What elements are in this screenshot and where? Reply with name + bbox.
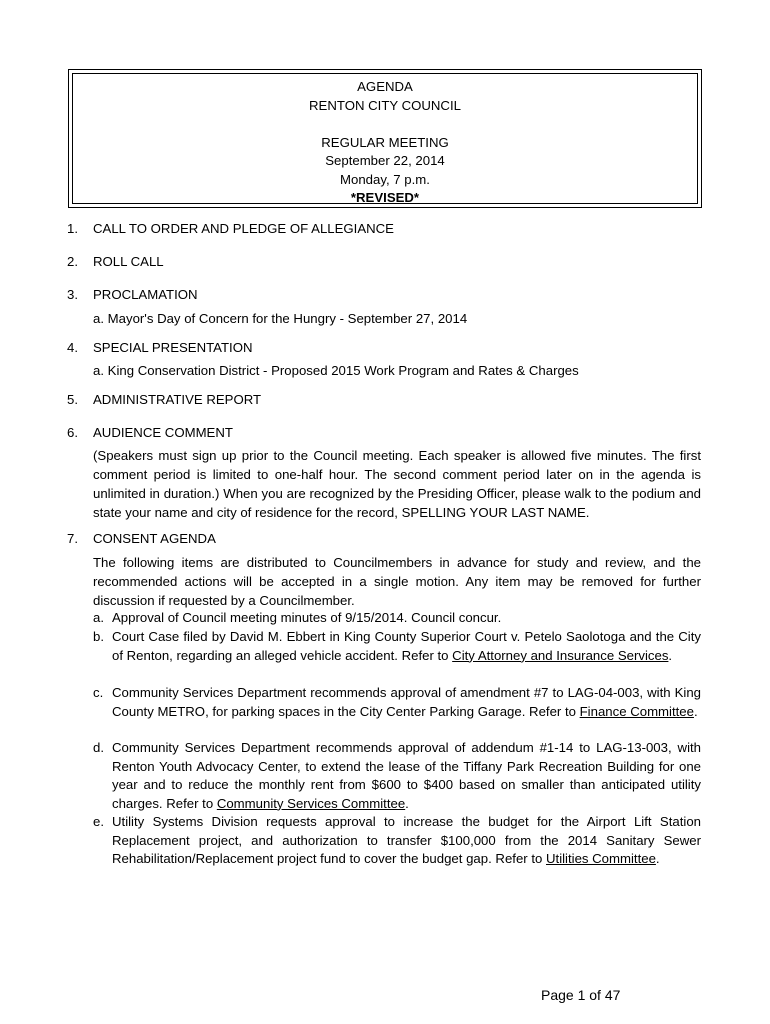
audience-comment-text: (Speakers must sign up prior to the Council meeting. Each speaker is allowed five minutes. The first comment period is limited to one-half hour. The second comment period later on in the agenda is unlimited in duration.) When you are recognized by the Presiding Officer, please walk to the podium and state your name and city of residence for the record, SPELLING YOUR LAST NAME. [93, 448, 701, 520]
page-number: Page 1 of 47 [541, 987, 621, 1003]
header-date: September 22, 2014 [325, 153, 445, 168]
item-letter: a. [93, 610, 104, 625]
header-council: RENTON CITY COUNCIL [309, 97, 461, 113]
section-title: CALL TO ORDER AND PLEDGE OF ALLEGIANCE [93, 221, 394, 236]
section-number: 7. [67, 531, 78, 546]
section-number: 5. [67, 392, 78, 407]
item-letter: c. [93, 685, 104, 700]
item-end-punct: . [655, 851, 660, 867]
header-revised: *REVISED* [350, 190, 420, 205]
section-number: 1. [67, 221, 78, 236]
section-title: ROLL CALL [93, 254, 164, 269]
section-title: ADMINISTRATIVE REPORT [93, 392, 262, 407]
audience-comment-instructions [93, 446, 701, 522]
section-number: 6. [67, 425, 78, 440]
header-agenda: AGENDA [357, 79, 413, 94]
agenda-header-box [68, 69, 702, 208]
consent-item-c [93, 684, 701, 721]
consent-item-d [93, 739, 701, 813]
committee-referral-link[interactable]: City Attorney and Insurance Services [452, 647, 669, 663]
consent-item-e [93, 813, 701, 869]
section-title: PROCLAMATION [93, 287, 198, 302]
committee-referral-link[interactable]: Community Services Committee [216, 795, 406, 811]
item-text: Court Case filed by David M. Ebbert in King County Superior Court v. Petelo Saolotoga and the City of Renton, regarding an alleged vehicle accident. Refer to [112, 629, 701, 663]
item-letter: e. [93, 814, 104, 829]
consent-item-a [93, 609, 701, 628]
section-number: 3. [67, 287, 78, 302]
consent-agenda-intro-text: The following items are distributed to Councilmembers in advance for study and review, and the recommended actions will be accepted in a single motion. Any item may be removed for further discussion if requested by a Councilmember. [93, 555, 701, 608]
item-end-punct: . [693, 703, 698, 719]
item-end-punct: . [405, 795, 409, 811]
section-4-item-a: a. King Conservation District - Proposed 2015 Work Program and Rates & Charges [93, 363, 579, 378]
section-title: CONSENT AGENDA [93, 531, 216, 546]
consent-agenda-intro [93, 553, 701, 610]
item-end-punct: . [668, 647, 673, 663]
header-time: Monday, 7 p.m. [340, 171, 430, 187]
item-letter: b. [93, 629, 104, 644]
item-text: Utility Systems Division requests approval to increase the budget for the Airport Lift Station Replacement project, and authorization to transfer $100,000 from the 2014 Sanitary Sewer Rehabilitation/Replacement project fund to cover the budget gap. Refer to [112, 814, 701, 867]
section-3-item-a: a. Mayor's Day of Concern for the Hungry - September 27, 2014 [93, 311, 468, 326]
committee-referral-link[interactable]: Utilities Committee [546, 851, 656, 867]
item-text: Approval of Council meeting minutes of 9/15/2014. Council concur. [112, 610, 502, 625]
item-letter: d. [93, 740, 104, 755]
item-text: Community Services Department recommends approval of amendment #7 to LAG-04-003, with King County METRO, for parking spaces in the City Center Parking Garage. Refer to [112, 685, 701, 719]
item-text: Community Services Department recommends approval of addendum #1-14 to LAG-13-003, with Renton Youth Advocacy Center, to extend the lease of the Tiffany Park Recreation Building for one year and to reduce the monthly rent from $600 to $400 based on smaller than anticipated utility charges. Refer to [112, 740, 701, 811]
header-meeting-type: REGULAR MEETING [321, 134, 449, 150]
section-title: AUDIENCE COMMENT [93, 425, 233, 440]
committee-referral-link[interactable]: Finance Committee [579, 703, 694, 719]
section-number: 2. [67, 254, 78, 269]
section-number: 4. [67, 340, 78, 355]
agenda-header-inner [72, 73, 698, 204]
section-title: SPECIAL PRESENTATION [93, 340, 253, 355]
consent-item-b [93, 628, 701, 665]
